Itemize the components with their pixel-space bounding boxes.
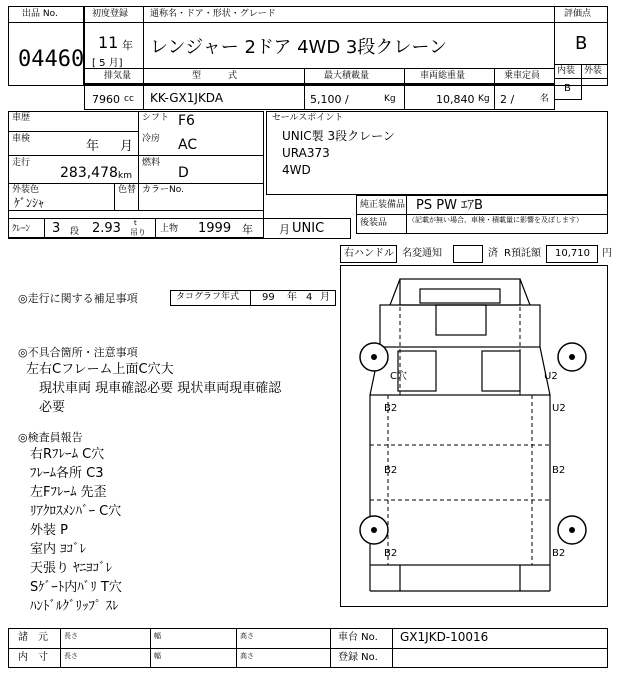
right-handle: 右ハンドル <box>344 248 394 259</box>
mark-left-mid: B2 <box>384 465 398 476</box>
crane-label: ｸﾚｰﾝ <box>12 224 31 234</box>
defect-title: ◎不具合箇所・注意事項 <box>18 346 138 359</box>
equipment-label: 純正装備品 <box>360 200 406 210</box>
divider <box>138 111 139 210</box>
displacement-label: 排気量 <box>104 71 132 81</box>
history-label: 車歴 <box>12 113 31 123</box>
inspector-title: ◎検査員報告 <box>18 431 83 444</box>
divider <box>44 218 45 239</box>
first-reg-label: 初度登録 <box>92 9 129 19</box>
sales-point-line-2: URA373 <box>282 146 330 160</box>
divider <box>236 628 237 668</box>
shaken-label: 車検 <box>12 134 31 144</box>
aftermarket-note: （記載が無い場合、車検・積載量に影響を及ぼします） <box>408 216 583 224</box>
color-no-label: カラーNo. <box>142 185 184 195</box>
load-unit: Kg <box>384 94 396 104</box>
tacho-year-unit: 年 <box>287 292 297 303</box>
grade-label: 評価点 <box>564 9 592 19</box>
aftermarket-label: 後装品 <box>360 218 388 228</box>
mark-left-rear: B2 <box>384 548 398 559</box>
recycle-unit: 円 <box>602 248 612 259</box>
divider <box>8 155 264 156</box>
recycle-value: 10,710 <box>555 248 590 259</box>
width-label: 幅 <box>154 652 161 660</box>
model-label: 型 式 <box>192 71 238 81</box>
inspector-line: 天張り ﾔﾆﾖｺﾞﾚ <box>30 561 113 576</box>
capacity-label: 乗車定員 <box>504 71 541 81</box>
interior-dim-label: 内 寸 <box>18 652 48 663</box>
width-label: 幅 <box>154 632 161 640</box>
load-label: 最大積載量 <box>324 71 370 81</box>
lot-label: 出品 No. <box>22 9 58 19</box>
divider <box>150 628 151 668</box>
inspector-line: 左Fﾌﾚｰﾑ 先歪 <box>30 485 107 500</box>
spec-label: 諸 元 <box>18 632 48 643</box>
length-label: 長さ <box>64 632 78 640</box>
crane-stages: 3 <box>52 221 61 236</box>
equipment-value: PS PW ｴｱB <box>416 198 483 213</box>
mileage-label: 走行 <box>12 158 31 168</box>
gross-label: 車両総重量 <box>420 71 466 81</box>
reg-month: [ 5 月] <box>92 58 123 69</box>
name-label: 通称名・ドア・形状・グレード <box>150 9 276 19</box>
crane-tons: 2.93 <box>92 221 121 236</box>
mileage-value: 283,478 <box>60 165 118 181</box>
lot-number: 04460 <box>18 47 85 72</box>
mark-right-rear: B2 <box>552 548 566 559</box>
crane-stage-unit: 段 <box>70 227 80 237</box>
sales-point-line-1: UNIC製 3段クレーン <box>282 129 395 143</box>
recycle-mark: 済 <box>488 248 498 259</box>
upper-year-unit: 年 <box>242 223 253 236</box>
tacho-label: タコグラフ年式 <box>176 292 240 302</box>
inspector-line: 外装 P <box>30 523 68 538</box>
name-change-box <box>453 245 483 263</box>
truck-diagram <box>340 265 608 607</box>
height-label: 高さ <box>240 632 254 640</box>
inspector-line: Sｹﾞｰﾄ内ﾊﾞﾘ T穴 <box>30 580 122 595</box>
inspector-line: ﾌﾚｰﾑ各所 C3 <box>30 466 104 481</box>
truck-bed <box>370 395 550 565</box>
ac-label: 冷房 <box>142 134 161 144</box>
shift-label: シフト <box>142 113 170 123</box>
cab-front <box>380 305 540 347</box>
inspector-line: ﾘｱｸﾛｽﾒﾝﾊﾞｰ C穴 <box>30 504 122 519</box>
shift-value: F6 <box>178 113 195 129</box>
divider <box>330 628 331 668</box>
gross-weight: 10,840 <box>436 93 475 106</box>
mark-right-cab: U2 <box>544 371 558 382</box>
capacity-unit: 名 <box>540 94 550 104</box>
capacity: 2 / <box>500 93 515 106</box>
divider <box>392 628 393 668</box>
fuel-label: 燃料 <box>142 158 161 168</box>
divider <box>8 131 138 132</box>
grade-value: B <box>575 33 588 54</box>
ac-value: AC <box>178 137 198 153</box>
reg-year-unit: 年 <box>122 39 133 52</box>
spec-label-row <box>84 68 555 84</box>
interior-grade-label: 内装 <box>557 66 576 76</box>
mark-left-cab: C穴 <box>390 371 407 382</box>
driving-notes-title: ◎走行に関する補足事項 <box>18 292 138 305</box>
upper-year: 1999 <box>198 221 232 236</box>
fuel-value: D <box>178 165 189 181</box>
max-load: 5,100 / <box>310 93 349 106</box>
divider <box>60 628 61 668</box>
divider <box>155 218 156 239</box>
color-change-label: 色替 <box>118 185 137 195</box>
tacho-month: 4 <box>306 292 313 303</box>
mileage-unit: km <box>118 171 132 181</box>
sales-point-line-3: 4WD <box>282 163 311 177</box>
displacement: 7960 <box>92 93 120 106</box>
exterior-color-value: ｹﾞﾝｼｬ <box>14 196 45 210</box>
length-label: 長さ <box>64 652 78 660</box>
displacement-unit: cc <box>124 94 134 104</box>
interior-grade: B <box>564 83 571 94</box>
name-change-label: 名変通知 <box>402 248 442 259</box>
gross-unit: Kg <box>478 94 490 104</box>
chassis-label: 車台 No. <box>338 632 378 643</box>
crane-ton-unit: t <box>134 219 137 227</box>
recycle-label: R預託額 <box>504 248 541 259</box>
mark-right-mid: B2 <box>552 465 566 476</box>
upper-month-unit: 月 <box>279 223 290 236</box>
crane-hang-unit: 吊り <box>130 228 146 237</box>
defect-line: 現状車両 現車確認必要 現状車両現車確認 <box>26 381 282 396</box>
inspector-line: ﾊﾝﾄﾞﾙｸﾞﾘｯﾌﾟ ｽﾚ <box>30 599 119 614</box>
registration-label: 登録 No. <box>338 652 378 663</box>
tacho-year: 99 <box>262 292 275 303</box>
cab-roof <box>400 279 520 305</box>
divider <box>8 183 264 184</box>
shaken-month-unit: 月 <box>120 139 134 154</box>
inspector-line: 室内 ﾖｺﾞﾚ <box>30 542 87 557</box>
exterior-color-label: 外装色 <box>12 185 40 195</box>
divider <box>250 290 251 306</box>
tacho-month-unit: 月 <box>320 292 330 303</box>
height-label: 高さ <box>240 652 254 660</box>
car-name: レンジャー 2ドア 4WD 3段クレーン <box>150 37 448 58</box>
divider <box>8 648 608 649</box>
upper-label: 上物 <box>160 224 179 234</box>
sales-point-label: セールスポイント <box>272 113 344 123</box>
mark-right-front: U2 <box>552 403 566 414</box>
model-code: KK-GX1JKDA <box>150 91 224 105</box>
defect-line: 必要 <box>26 400 66 415</box>
reg-year: 11 <box>98 33 119 52</box>
divider <box>8 210 264 211</box>
shaken-year-unit: 年 <box>86 139 100 154</box>
defect-line: 左右Cフレーム上面C穴大 <box>26 362 174 377</box>
inspector-line: 右Rﾌﾚｰﾑ C穴 <box>30 447 105 462</box>
mark-left-front: B2 <box>384 403 398 414</box>
divider <box>114 183 115 210</box>
chassis-number: GX1JKD-10016 <box>400 630 489 644</box>
exterior-grade-label: 外装 <box>584 66 603 76</box>
upper-maker: UNIC <box>292 221 325 236</box>
